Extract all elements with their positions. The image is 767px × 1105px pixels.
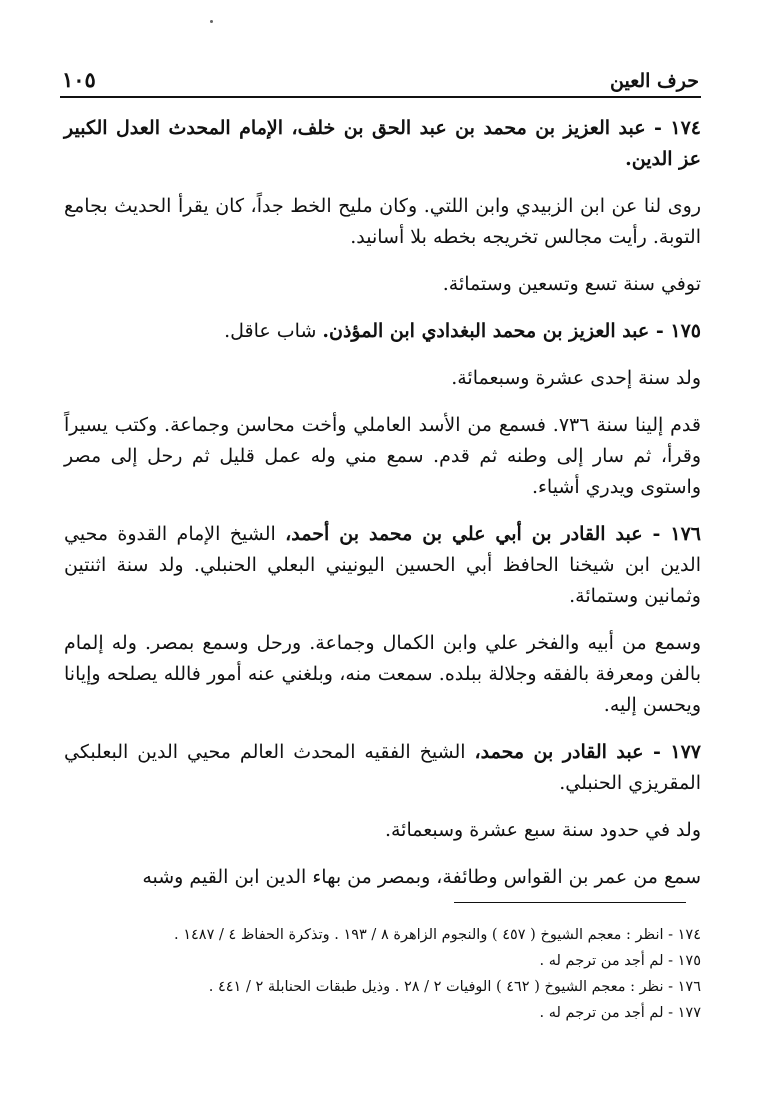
footnotes <box>80 922 701 1026</box>
running-header <box>62 62 699 92</box>
entry-176-heading <box>64 519 701 612</box>
page-number: ١٠٥ <box>62 67 96 92</box>
section-title: حرف العين <box>610 70 699 92</box>
entry-174-death: توفي سنة تسع وتسعين وستمائة. <box>442 273 701 295</box>
entry-175-paragraph: قدم إلينا سنة ٧٣٦. فسمع من الأسد العاملي وأخت محاسن وجماعة. وكتب يسيراً وقرأ، ثم سار إلى وطنه ثم قدم. سمع مني وله عمل قليل ثم رحل إلى مصر واستوى ويدري أشياء. <box>64 414 701 498</box>
entry-176-desc: الشيخ الإمام القدوة محيي الدين ابن شيخنا الحافظ أبي الحسين اليونيني البعلي الحنبلي. ولد سنة اثنتين وثمانين وستمائة. <box>64 523 701 607</box>
entry-175-desc: شاب عاقل. <box>224 320 323 342</box>
entry-174-paragraph: روى لنا عن ابن الزبيدي وابن اللتي. وكان مليح الخط جداً، كان يقرأ الحديث بجامع التوبة. رأيت مجالس تخريجه بخطه بلا أسانيد. <box>64 195 701 248</box>
footnote-rule <box>454 902 686 903</box>
entry-177-name: ١٧٧ - عبد القادر بن محمد، <box>474 741 701 763</box>
entry-177-paragraph: سمع من عمر بن القواس وطائفة، وبمصر من بهاء الدين ابن القيم وشبه <box>142 866 701 888</box>
footnote-174: ١٧٤ - انظر : معجم الشيوخ ( ٤٥٧ ) والنجوم الزاهرة ٨ / ١٩٣ . وتذكرة الحفاظ ٤ / ١٤٨٧ . <box>174 927 701 943</box>
footnote-177: ١٧٧ - لم أجد من ترجم له . <box>539 1005 701 1021</box>
entry-177-birth: ولد في حدود سنة سبع عشرة وسبعمائة. <box>384 819 701 841</box>
entry-174-name: ١٧٤ - عبد العزيز بن محمد بن عبد الحق بن خلف، الإمام المحدث العدل الكبير عز الدين. <box>64 117 701 170</box>
entry-174-heading <box>64 113 701 175</box>
entry-177-desc: الشيخ الفقيه المحدث العالم محيي الدين البعلبكي المقريزي الحنبلي. <box>64 741 701 794</box>
scan-speck <box>210 20 213 23</box>
footnote-176: ١٧٦ - نظر : معجم الشيوخ ( ٤٦٢ ) الوفيات ٢ / ٢٨ . وذيل طبقات الحنابلة ٢ / ٤٤١ . <box>208 979 701 995</box>
entry-177-heading <box>64 737 701 799</box>
entry-176-paragraph: وسمع من أبيه والفخر علي وابن الكمال وجماعة. ورحل وسمع بمصر. وله إلمام بالفن ومعرفة بالفقه وجلالة ببلده. سمعت منه، وبلغني عنه أمور فالله يصلحه وإيانا ويحسن إليه. <box>64 632 701 716</box>
entry-175-heading <box>64 316 701 347</box>
header-rule <box>60 96 701 98</box>
entry-175-birth: ولد سنة إحدى عشرة وسبعمائة. <box>451 367 701 389</box>
entry-175-name: ١٧٥ - عبد العزيز بن محمد البغدادي ابن المؤذن. <box>322 320 701 342</box>
page-body <box>64 113 701 893</box>
footnote-175: ١٧٥ - لم أجد من ترجم له . <box>539 953 701 969</box>
entry-176-name: ١٧٦ - عبد القادر بن أبي علي بن محمد بن أحمد، <box>285 523 701 545</box>
